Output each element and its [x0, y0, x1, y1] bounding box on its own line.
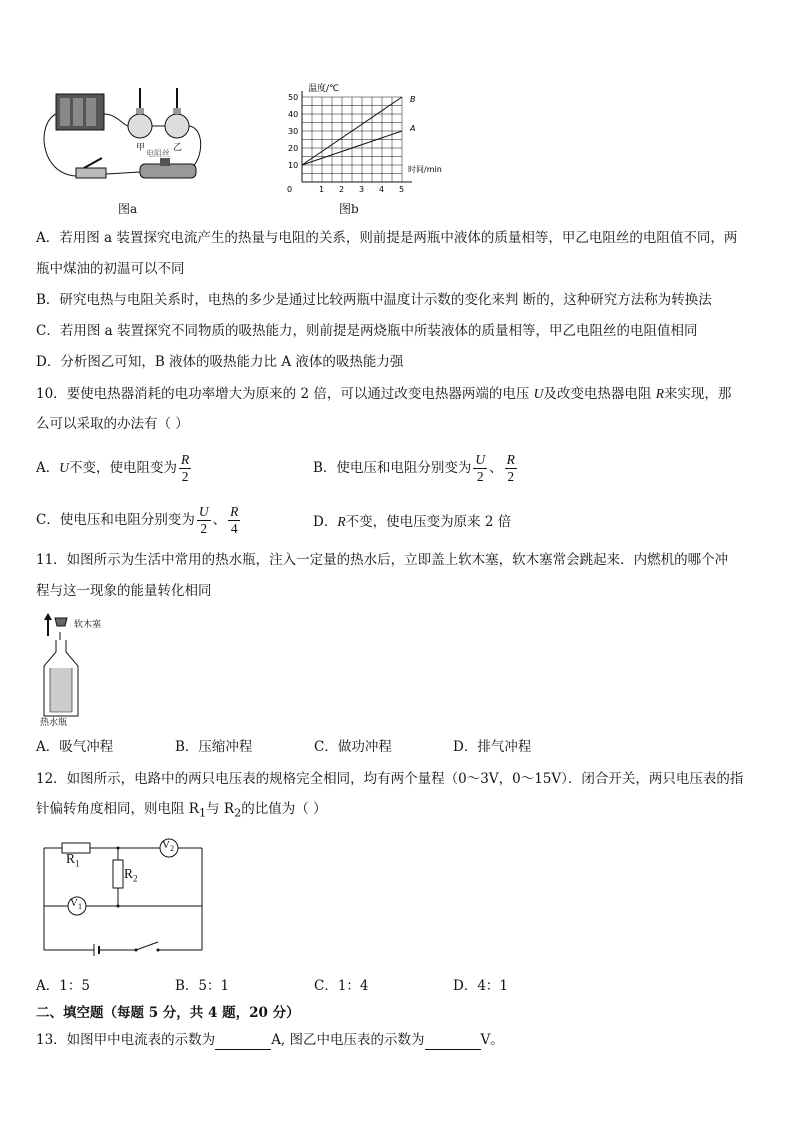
v2-label — [162, 839, 174, 853]
x-tick-label: 4 — [379, 185, 385, 194]
q10-option-b — [313, 452, 519, 485]
figure-a — [36, 84, 216, 194]
numerator: R — [230, 504, 239, 519]
numerator: R — [181, 452, 190, 467]
q9-option-c: C．若用图 a 装置探究不同物质的吸热能力，则前提是两烧瓶中所装液体的质量相等，甲乙电阻丝的电阻值相同 — [36, 323, 698, 339]
numerator: R — [506, 452, 515, 467]
label-jia: 甲 — [136, 143, 146, 153]
q10-option-d — [313, 512, 511, 532]
x-tick-label: 0 — [287, 185, 293, 194]
temperature-time-chart — [282, 82, 472, 194]
figure-a-caption: 图a — [118, 202, 138, 216]
q10-var-u: U — [533, 386, 544, 401]
var-u: U — [59, 460, 69, 475]
v1-label — [70, 897, 82, 911]
option-prefix: A． — [36, 460, 60, 476]
x-tick-label: 5 — [399, 185, 405, 194]
label-wire: 电阻丝 — [146, 149, 170, 158]
x-tick-label: 3 — [359, 185, 365, 194]
circuit-diagram — [40, 836, 210, 956]
q10-stem-text-b: 及改变电热器电阻 — [543, 386, 656, 402]
q12-option-c: C．1：4 — [314, 978, 369, 994]
q10-stem-text-a: 10．要使电热器消耗的电功率增大为原来的 2 倍，可以通过改变电热器两端的电压 — [36, 386, 534, 402]
y-tick-label: 30 — [288, 127, 299, 136]
figure-b-chart — [282, 82, 472, 194]
r1-letter: R — [66, 851, 76, 866]
q13-text-b: A, 图乙中电压表的示数为 — [271, 1032, 425, 1048]
r1-subscript: 1 — [198, 806, 207, 820]
q13-text-a: 13．如图甲中电流表的示数为 — [36, 1032, 216, 1048]
q10-option-a — [36, 452, 193, 485]
q12-option-a: A．1：5 — [36, 978, 90, 994]
q11-option-b: B．压缩冲程 — [175, 739, 253, 755]
q12-option-b: B．5：1 — [175, 978, 230, 994]
fraction-r-over-2 — [179, 452, 191, 485]
q9-option-a-line1: A．若用图 a 装置探究电流产生的热量与电阻的关系，则前提是两瓶中液体的质量相等，甲乙电阻丝的电阻值不同，两 — [36, 230, 738, 246]
option-text: 不变，使电压变为原来 2 倍 — [345, 514, 512, 530]
denominator: 2 — [507, 469, 515, 484]
x-tick-label: 1 — [319, 185, 325, 194]
q12-stem-line2 — [36, 799, 327, 824]
denominator: 2 — [181, 469, 189, 484]
thermos-figure — [36, 612, 126, 728]
option-text: 不变，使电阻变为 — [69, 460, 177, 476]
q11-option-a: A．吸气冲程 — [36, 739, 114, 755]
option-text: B．使电压和电阻分别变为 — [313, 460, 472, 476]
figure-b-caption: 图b — [339, 202, 359, 216]
chart-xlabel: 时间/min — [408, 165, 442, 174]
r1-label — [66, 851, 80, 869]
v2-sub: 2 — [169, 844, 174, 854]
q12-stem-text-b: 与 R — [206, 801, 235, 817]
y-tick-label: 40 — [288, 110, 299, 119]
q11-option-d: D．排气冲程 — [453, 739, 532, 755]
denominator: 2 — [200, 521, 208, 536]
q10-stem-line1 — [36, 384, 731, 404]
q10-option-c — [36, 504, 242, 537]
separator: 、 — [212, 512, 227, 528]
numerator: U — [475, 452, 486, 467]
fraction-r-over-4 — [228, 504, 240, 537]
x-tick-label: 2 — [339, 185, 345, 194]
q12-stem-text-a: 针偏转角度相同，则电阻 R — [36, 801, 199, 817]
q13-blank-1[interactable] — [215, 1035, 271, 1050]
r2-letter: R — [124, 866, 134, 881]
option-text: C．使电压和电阻分别变为 — [36, 512, 195, 528]
line-b-label: B — [410, 95, 416, 104]
denominator: 4 — [230, 521, 238, 536]
section-title-fill-in: 二、填空题（每题 5 分，共 4 题，20 分） — [36, 1005, 300, 1021]
y-tick-label: 20 — [288, 144, 299, 153]
var-r: R — [337, 514, 346, 529]
fraction-r-over-2 — [505, 452, 517, 485]
y-tick-label: 10 — [288, 161, 299, 170]
q13-blank-2[interactable] — [425, 1035, 481, 1050]
denominator: 2 — [476, 469, 484, 484]
q11-stem-line1: 11．如图所示为生活中常用的热水瓶，注入一定量的热水后，立即盖上软木塞，软木塞常会跳起来．内燃机的哪个冲 — [36, 552, 729, 568]
q9-option-d: D．分析图乙可知，B 液体的吸热能力比 A 液体的吸热能力强 — [36, 354, 404, 370]
q10-var-r: R — [655, 386, 664, 401]
q12-option-d: D．4：1 — [453, 978, 509, 994]
q9-option-a-line2: 瓶中煤油的初温可以不同 — [36, 261, 185, 277]
r1-sub: 1 — [75, 858, 80, 869]
r2-subscript: 2 — [234, 806, 242, 820]
q12-stem-text-c: 的比值为（ ） — [241, 801, 327, 817]
separator: 、 — [489, 460, 503, 476]
y-tick-label: 50 — [288, 93, 299, 102]
fraction-u-over-2 — [473, 452, 487, 485]
r2-label — [124, 866, 138, 884]
q12-stem-line1: 12．如图所示，电路中的两只电压表的规格完全相同，均有两个量程（0～3V，0～15V）．闭合开关，两只电压表的指 — [36, 771, 744, 787]
q13-text-c: V。 — [480, 1032, 504, 1048]
q10-stem-line2: 么可以采取的办法有（ ） — [36, 416, 189, 432]
chart-ylabel: 温度/℃ — [308, 84, 340, 94]
v2-letter: V — [162, 839, 170, 851]
q11-stem-line2: 程与这一现象的能量转化相同 — [36, 583, 212, 599]
cork-label: 软木塞 — [74, 620, 102, 630]
r2-sub: 2 — [133, 873, 138, 884]
fraction-u-over-2 — [197, 504, 211, 537]
v1-sub: 1 — [77, 902, 82, 912]
q9-option-b: B．研究电热与电阻关系时，电热的多少是通过比较两瓶中温度计示数的变化来判 断的，这种研究方法称为转换法 — [36, 292, 712, 308]
q11-option-c: C．做功冲程 — [314, 739, 392, 755]
numerator: U — [198, 504, 209, 519]
line-a-label: A — [410, 124, 416, 133]
thermos-label: 热水瓶 — [40, 718, 68, 728]
label-yi: 乙 — [173, 143, 183, 153]
q10-stem-text-c: 来实现，那 — [663, 386, 732, 402]
q13-stem — [36, 1030, 504, 1050]
v1-letter: V — [70, 897, 78, 909]
option-prefix: D． — [313, 514, 338, 530]
apparatus-illustration — [36, 84, 216, 194]
